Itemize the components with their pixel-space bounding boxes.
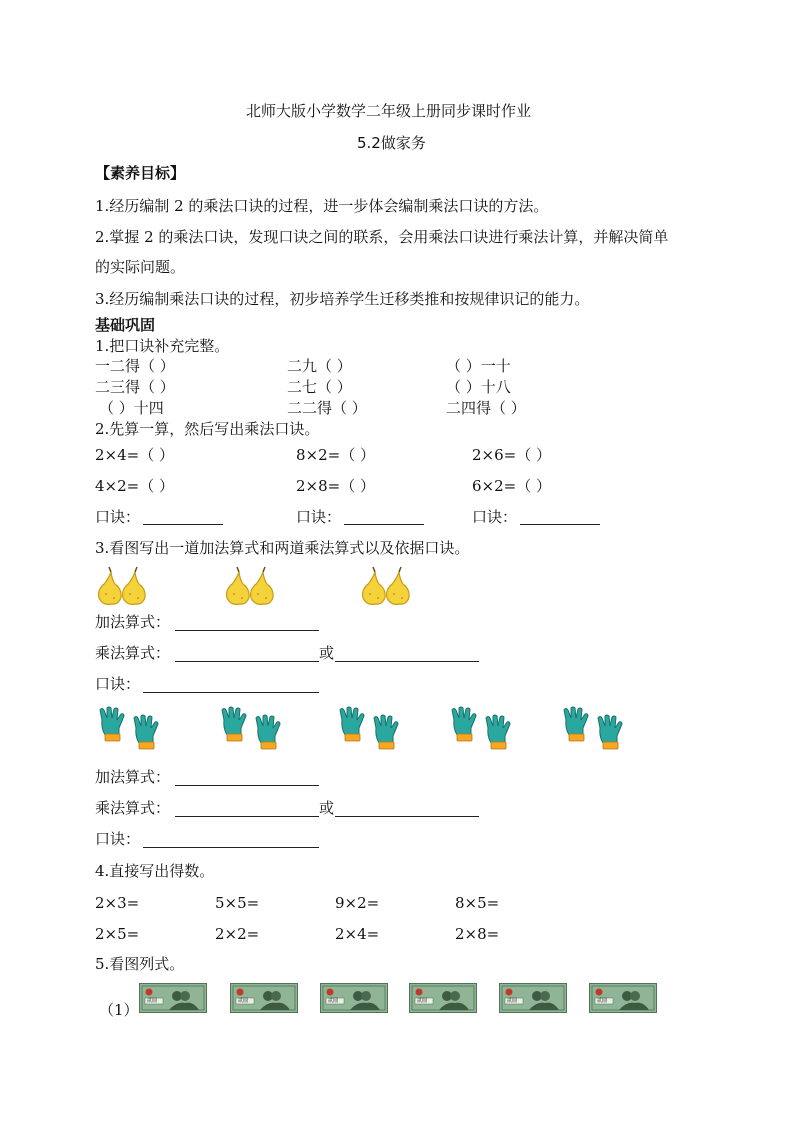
page-subtitle: 5.2做家务 <box>357 134 426 152</box>
q5-title: 5.看图列式。 <box>95 955 185 973</box>
banknote-icon <box>320 983 388 1013</box>
goal-item: 3.经历编制乘法口诀的过程，初步培养学生迁移类推和按规律识记的能力。 <box>95 290 590 308</box>
q2-koujue-label: 口诀： <box>296 508 342 526</box>
pear-pair-icon <box>94 566 154 606</box>
q1-cell: （ ）十八 <box>446 378 511 396</box>
q1-cell: 二四得（ ） <box>446 399 526 417</box>
q1-cell: 二三得（ ） <box>95 378 175 396</box>
glove-pair-icon <box>218 706 288 754</box>
q4-cell: 2×4= <box>335 925 380 943</box>
q4-cell: 2×2= <box>215 925 260 943</box>
glove-pair-icon <box>448 706 518 754</box>
banknote-label: 贰圆 <box>147 998 158 1004</box>
q3-add-blank[interactable] <box>175 630 319 631</box>
goal-item: 2.掌握 2 的乘法口诀，发现口诀之间的联系，会用乘法口诀进行乘法计算，并解决简单 <box>95 228 669 246</box>
q3-or-label: 或 <box>319 644 335 662</box>
q1-cell: （ ）十四 <box>99 399 164 417</box>
q3-title: 3.看图写出一道加法算式和两道乘法算式以及依据口诀。 <box>95 539 470 557</box>
q2-cell: 4×2=（ ） <box>95 477 174 495</box>
pear-pair-icon <box>358 566 418 606</box>
section-title: 基础巩固 <box>95 316 156 334</box>
q1-cell: 一二得（ ） <box>95 357 175 375</box>
banknote-icon <box>589 983 657 1013</box>
q2-cell: 8×2=（ ） <box>296 446 375 464</box>
q3-mul-blank[interactable] <box>335 816 479 817</box>
q1-cell: 二七（ ） <box>287 378 352 396</box>
q1-title: 1.把口诀补充完整。 <box>95 337 230 355</box>
banknote-label: 贰圆 <box>597 998 608 1004</box>
q3-add-label: 加法算式： <box>95 768 171 786</box>
q3-add-blank[interactable] <box>175 785 319 786</box>
q2-koujue-blank[interactable] <box>143 524 223 525</box>
q1-cell: （ ）一十 <box>446 357 511 375</box>
q2-cell: 2×8=（ ） <box>296 477 375 495</box>
goals-heading: 【素养目标】 <box>95 164 186 182</box>
banknote-icon <box>230 983 298 1013</box>
q2-koujue-label: 口诀： <box>472 508 518 526</box>
q4-cell: 9×2= <box>335 894 380 912</box>
q3-koujue-label: 口诀： <box>95 675 141 693</box>
q3-koujue-blank[interactable] <box>143 847 319 848</box>
q4-cell: 8×5= <box>455 894 500 912</box>
q3-mul-blank[interactable] <box>335 661 479 662</box>
glove-pair-icon <box>560 706 630 754</box>
q3-mul-blank[interactable] <box>175 816 319 817</box>
q4-cell: 5×5= <box>215 894 260 912</box>
banknote-icon <box>409 983 477 1013</box>
glove-pair-icon <box>96 706 166 754</box>
q2-koujue-label: 口诀： <box>95 508 141 526</box>
goal-item: 1.经历编制 2 的乘法口诀的过程，进一步体会编制乘法口诀的方法。 <box>95 197 549 215</box>
page-title: 北师大版小学数学二年级上册同步课时作业 <box>246 102 532 120</box>
banknote-label: 贰圆 <box>238 998 249 1004</box>
q2-koujue-blank[interactable] <box>344 524 424 525</box>
glove-pair-icon <box>336 706 406 754</box>
q4-cell: 2×5= <box>95 925 140 943</box>
q2-koujue-blank[interactable] <box>520 524 600 525</box>
q2-cell: 2×4=（ ） <box>95 446 174 464</box>
pear-pair-icon <box>222 566 282 606</box>
q1-cell: 二九（ ） <box>287 357 352 375</box>
banknote-label: 贰圆 <box>417 998 428 1004</box>
q3-mul-label: 乘法算式： <box>95 799 171 817</box>
banknote-label: 贰圆 <box>507 998 518 1004</box>
q2-cell: 2×6=（ ） <box>472 446 551 464</box>
q3-koujue-blank[interactable] <box>143 692 319 693</box>
banknote-icon <box>139 983 207 1013</box>
q4-cell: 2×3= <box>95 894 140 912</box>
q3-or-label: 或 <box>319 799 335 817</box>
q4-title: 4.直接写出得数。 <box>95 862 215 880</box>
q3-mul-blank[interactable] <box>175 661 319 662</box>
q4-cell: 2×8= <box>455 925 500 943</box>
banknote-label: 贰圆 <box>328 998 339 1004</box>
q3-koujue-label: 口诀： <box>95 830 141 848</box>
q5-part-label: （1） <box>99 1001 139 1019</box>
q2-title: 2.先算一算，然后写出乘法口诀。 <box>95 420 320 438</box>
banknote-icon <box>499 983 567 1013</box>
goal-item: 的实际问题。 <box>95 258 186 276</box>
q3-mul-label: 乘法算式： <box>95 644 171 662</box>
q1-cell: 二二得（ ） <box>287 399 367 417</box>
q2-cell: 6×2=（ ） <box>472 477 551 495</box>
q3-add-label: 加法算式： <box>95 613 171 631</box>
